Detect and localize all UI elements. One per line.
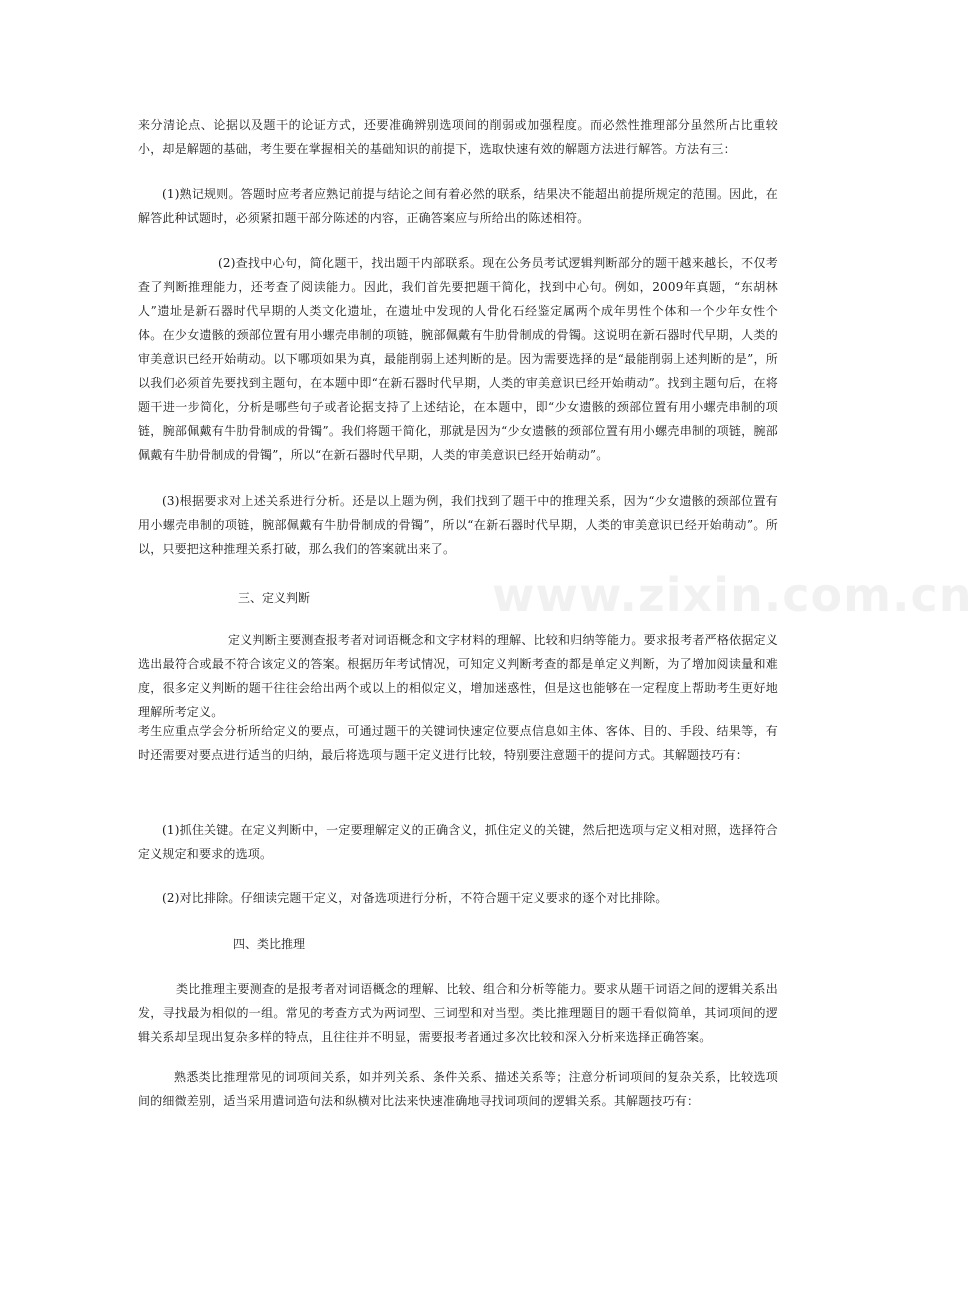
paragraph-intro: 来分清论点、论据以及题干的论证方式，还要准确辨别选项间的削弱或加强程度。而必然性推理部分虽然所占比重较小，却是解题的基础，考生要在掌握相关的基础知识的前提下，选取快速有效的解题方法进行解答。方法有三：: [138, 118, 778, 156]
section-heading-analogy: 四、类比推理: [233, 937, 306, 951]
section-heading-definition: 三、定义判断: [238, 591, 311, 605]
paragraph-method-1: (1)熟记规则。答题时应考者应熟记前提与结论之间有着必然的联系，结果决不能超出前提所规定的范围。因此，在解答此种试题时，必须紧扣题干部分陈述的内容，正确答案应与所给出的陈述相符。: [138, 187, 778, 225]
paragraph-method-3: (3)根据要求对上述关系进行分析。还是以上题为例，我们找到了题干中的推理关系，因为“少女遗骸的颈部位置有用小螺壳串制的项链，腕部佩戴有牛肋骨制成的骨镯”，所以“在新石器时代早期，人类的审美意识已经开始萌动”。所以，只要把这种推理关系打破，那么我们的答案就出来了。: [138, 494, 778, 556]
paragraph-analogy-1: 类比推理主要测查的是报考者对词语概念的理解、比较、组合和分析等能力。要求从题干词语之间的逻辑关系出发，寻找最为相似的一组。常见的考查方式为两词型、三词型和对当型。类比推理题目的题干看似简单，其词项间的逻辑关系却呈现出复杂多样的特点，且往往并不明显，需要报考者通过多次比较和深入分析来选择正确答案。: [138, 982, 778, 1044]
paragraph-definition-1: 定义判断主要测查报考者对词语概念和文字材料的理解、比较和归纳等能力。要求报考者严格依据定义选出最符合或最不符合该定义的答案。根据历年考试情况，可知定义判断考查的都是单定义判断，为了增加阅读量和难度，很多定义判断的题干往往会给出两个或以上的相似定义，增加迷惑性，但是这也能够在一定程度上帮助考生更好地理解所考定义。: [138, 633, 778, 719]
paragraph-analogy-2: 熟悉类比推理常见的词项间关系，如并列关系、条件关系、描述关系等；注意分析词项间的复杂关系，比较选项间的细微差别，适当采用遣词造句法和纵横对比法来快速准确地寻找词项间的逻辑关系。其解题技巧有：: [138, 1070, 778, 1108]
paragraph-definition-2: 考生应重点学会分析所给定义的要点，可通过题干的关键词快速定位要点信息如主体、客体、目的、手段、结果等，有时还需要对要点进行适当的归纳，最后将选项与题干定义进行比较，特别要注意题干的提问方式。其解题技巧有：: [138, 724, 778, 762]
paragraph-definition-tip-1: (1)抓住关键。在定义判断中，一定要理解定义的正确含义，抓住定义的关键，然后把选项与定义相对照，选择符合定义规定和要求的选项。: [138, 823, 778, 861]
paragraph-method-2: (2)查找中心句，简化题干，找出题干内部联系。现在公务员考试逻辑判断部分的题干越来越长，不仅考查了判断推理能力，还考查了阅读能力。因此，我们首先要把题干简化，找到中心句。例如，2009年真题，“东胡林人”遗址是新石器时代早期的人类文化遗址，在遗址中发现的人骨化石经鉴定属两个成年男性个体和一个少年女性个体。在少女遗骸的颈部位置有用小螺壳串制的项链，腕部佩戴有牛肋骨制成的骨镯。这说明在新石器时代早期，人类的审美意识已经开始萌动。以下哪项如果为真，最能削弱上述判断的是。因为需要选择的是“最能削弱上述判断的是”，所以我们必须首先要找到主题句，在本题中即“在新石器时代早期，人类的审美意识已经开始萌动”。找到主题句后，在将题干进一步简化，分析是哪些句子或者论据支持了上述结论，在本题中，即“少女遗骸的颈部位置有用小螺壳串制的项链，腕部佩戴有牛肋骨制成的骨镯”。我们将题干简化，那就是因为“少女遗骸的颈部位置有用小螺壳串制的项链，腕部佩戴有牛肋骨制成的骨镯”，所以“在新石器时代早期，人类的审美意识已经开始萌动”。: [138, 256, 778, 462]
paragraph-definition-tip-2: (2)对比排除。仔细读完题干定义，对备选项进行分析，不符合题干定义要求的逐个对比排除。: [162, 891, 668, 905]
watermark: www.zixin.com.cn: [492, 568, 973, 622]
